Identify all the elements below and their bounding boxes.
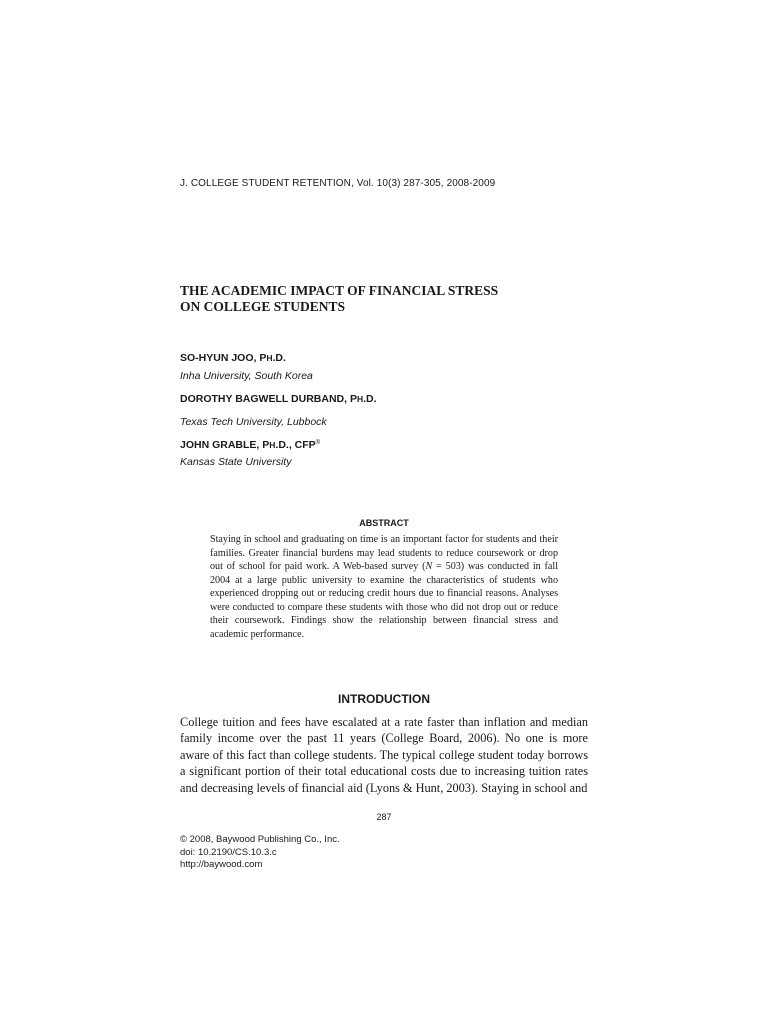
author-degree-smallcaps: H xyxy=(269,440,276,450)
author-degree-smallcaps: H xyxy=(266,353,273,363)
section-heading-introduction: INTRODUCTION xyxy=(338,692,430,706)
author-name xyxy=(180,393,377,405)
title-line-2: ON COLLEGE STUDENTS xyxy=(180,299,346,314)
page-number: 287 xyxy=(376,812,392,822)
abstract-text xyxy=(210,533,558,641)
author-name xyxy=(180,439,320,451)
author-name-text: DOROTHY BAGWELL DURBAND, P xyxy=(180,393,357,405)
publisher-url: http://baywood.com xyxy=(180,859,263,870)
author-name xyxy=(180,352,286,364)
title-line-1: THE ACADEMIC IMPACT OF FINANCIAL STRESS xyxy=(180,283,499,298)
registered-mark: ® xyxy=(315,440,321,446)
abstract-text-part-2: = 503) was conducted in fall 2004 at a large public university to examine the characteristics of students who experienced dropping out or reducing credit hours due to financial reasons. Analyses were conducted to compare these students with those who did not drop out or reduce their coursework. Findings show the relationship between financial stress and academic performance. xyxy=(210,561,558,640)
author-degree: .D., CFP xyxy=(275,439,316,451)
author-affiliation: Kansas State University xyxy=(180,456,292,468)
author-name-text: SO-HYUN JOO, P xyxy=(180,352,267,364)
author-name-text: JOHN GRABLE, P xyxy=(180,439,270,451)
copyright-block xyxy=(180,834,340,872)
author-affiliation: Inha University, South Korea xyxy=(180,370,313,382)
article-title xyxy=(180,283,600,315)
abstract-text-part-1: Staying in school and graduating on time is an important factor for students and their families. Greater financial burdens may lead students to reduce coursework or drop out of school for paid work. A Web-based survey ( xyxy=(210,534,558,572)
author-affiliation: Texas Tech University, Lubbock xyxy=(180,416,327,428)
copyright-line: © 2008, Baywood Publishing Co., Inc. xyxy=(180,834,340,845)
author-degree: .D. xyxy=(363,393,377,405)
author-degree: .D. xyxy=(272,352,286,364)
sample-size-symbol: N xyxy=(425,561,433,572)
introduction-paragraph: College tuition and fees have escalated at a rate faster than inflation and median family income over the past 11 years (College Board, 2006). No one is more aware of this fact than college students. The typical college student today borrows a significant portion of their total educational costs due to increasing tuition rates and decreasing levels of financial aid (Lyons & Hunt, 2003). Staying in school and xyxy=(180,715,588,795)
doi-line: doi: 10.2190/CS.10.3.c xyxy=(180,846,277,858)
abstract-heading: ABSTRACT xyxy=(359,518,409,528)
author-degree-smallcaps: H xyxy=(356,394,364,404)
journal-citation: J. COLLEGE STUDENT RETENTION, Vol. 10(3) 287-305, 2008-2009 xyxy=(180,178,496,189)
